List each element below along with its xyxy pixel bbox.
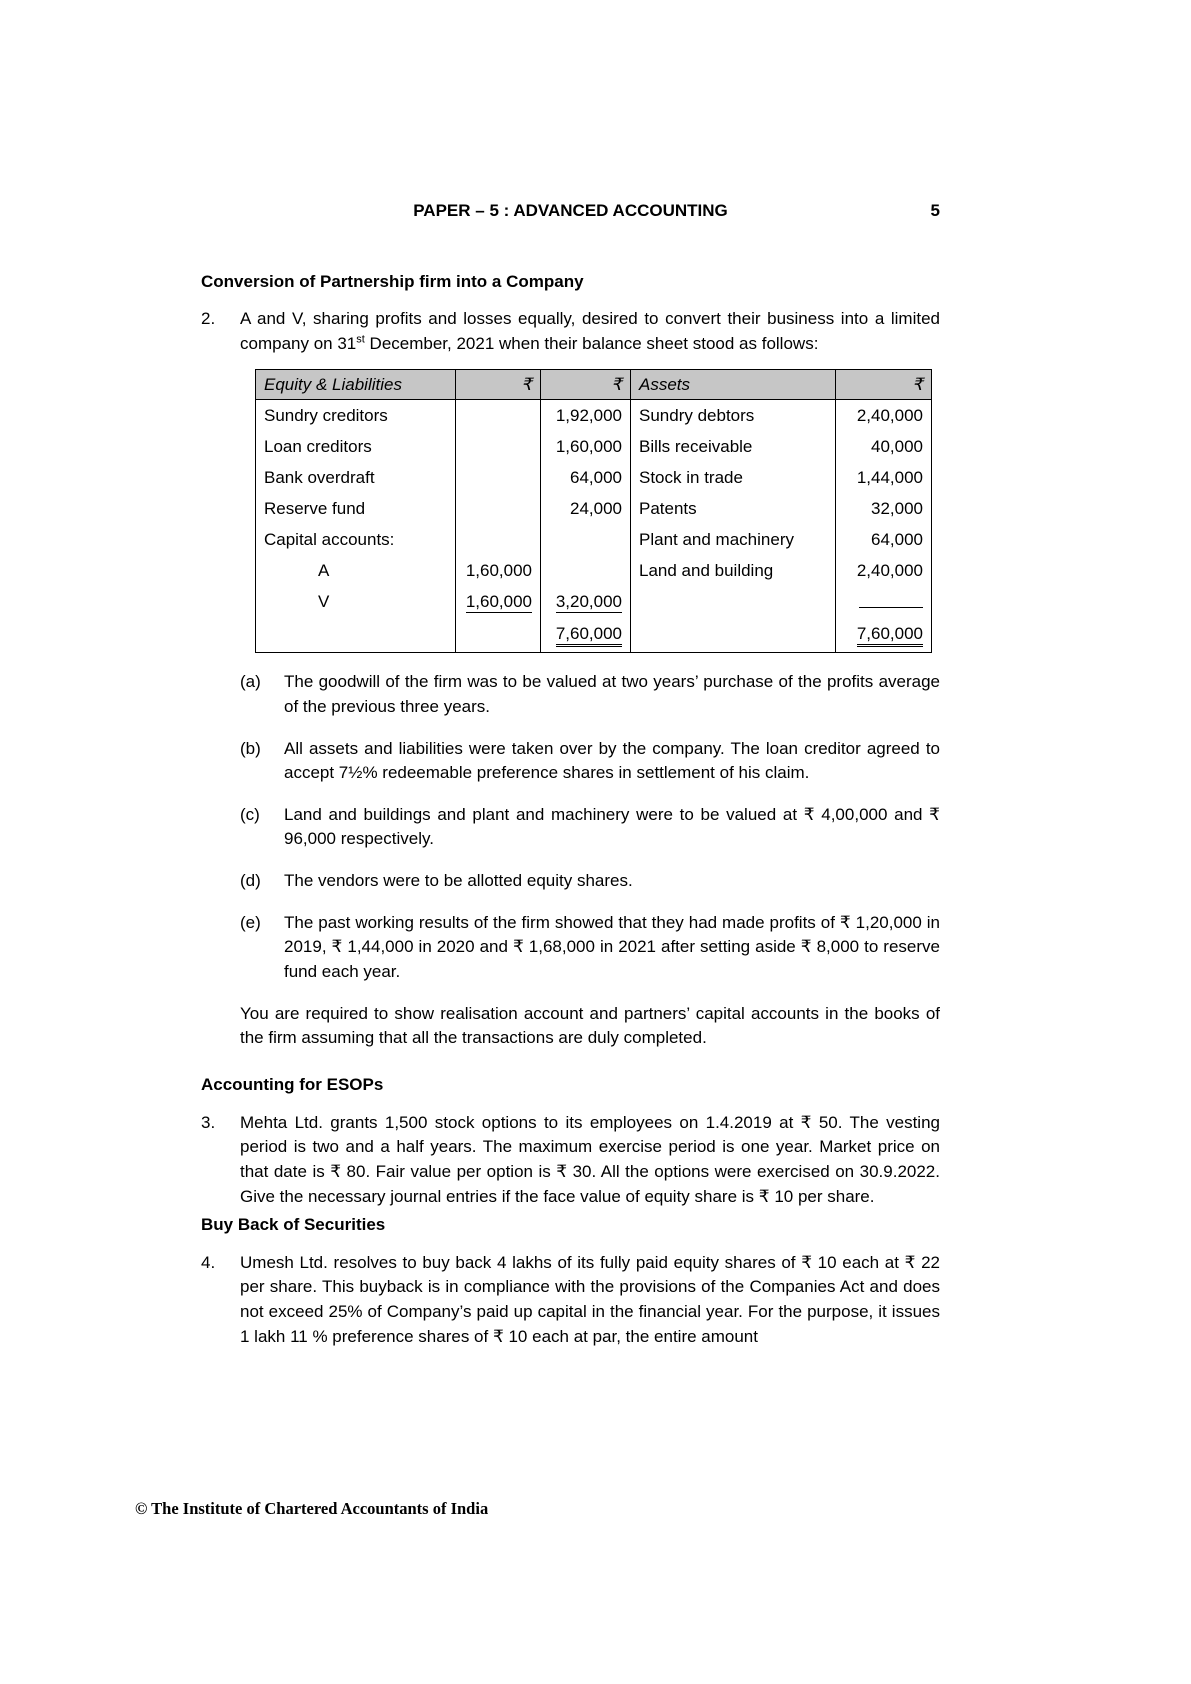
page-title: PAPER – 5 : ADVANCED ACCOUNTING [413,201,728,220]
list-item-e [240,911,940,985]
item-intro-before: A and V, sharing profits and losses equally, desired to convert their business into a limited company on 31 [240,309,940,353]
table-row [256,493,932,524]
list-label: (d) [240,871,261,891]
table-cell: Sundry debtors [631,399,836,431]
table-cell: Sundry creditors [256,399,456,431]
table-cell [456,431,541,462]
balance-sheet-table [255,369,932,654]
page-content [201,199,940,1353]
table-cell [631,586,836,619]
list-item-d [240,869,940,894]
table-cell-partner-a: A [256,555,456,586]
list-text: The goodwill of the firm was to be valued at two years’ purchase of the profits average of the previous three years. [284,672,940,716]
table-cell [541,618,631,653]
header-assets: Assets [631,369,836,399]
table-cell [456,586,541,619]
table-cell [456,493,541,524]
total-amount: 7,60,000 [556,624,622,647]
list-text: The past working results of the firm showed that they had made profits of ₹ 1,20,000 in 2019, ₹ 1,44,000 in 2020 and ₹ 1,68,000 in 2021 after setting aside ₹ 8,000 to reserve fund each year. [284,912,940,982]
table-cell [541,524,631,555]
document-header [201,199,940,224]
table-cell: 24,000 [541,493,631,524]
list-text: Land and buildings and plant and machinery were to be valued at ₹ 4,00,000 and ₹ 96,000 respectively. [284,804,940,849]
subtotal-amount: 3,20,000 [555,591,622,611]
table-cell: 64,000 [836,524,932,555]
item-text: Mehta Ltd. grants 1,500 stock options to its employees on 1.4.2019 at ₹ 50. The vesting period is two and a half years. The maximum exercise period is one year. Market price on that date is ₹ 80. Fair value per option is ₹ 30. All the options were exercised on 30.9.2022. Give the necessary journal entries if the face value of equity share is ₹ 10 per share. [240,1112,940,1206]
header-equity-liabilities: Equity & Liabilities [256,369,456,399]
table-row [256,431,932,462]
table-cell: 40,000 [836,431,932,462]
section-heading-buyback: Buy Back of Securities [201,1215,386,1235]
table-cell: 1,60,000 [456,555,541,586]
item-number: 3. [201,1112,216,1132]
list-text: All assets and liabilities were taken over by the company. The loan creditor agreed to accept 7½% redeemable preference shares in settlement of his claim. [284,738,940,783]
table-cell: 64,000 [541,462,631,493]
table-cell: Stock in trade [631,462,836,493]
table-cell [541,586,631,619]
problem-item-2 [201,307,940,356]
header-rupee-2: ₹ [541,369,631,399]
item-number: 2. [201,309,216,329]
ordinal-superscript: st [356,333,365,346]
problem-item-4 [201,1251,940,1350]
table-cell [631,618,836,653]
header-rupee-1: ₹ [456,369,541,399]
list-item-a [240,670,940,719]
list-label: (a) [240,672,261,692]
table-cell: Bank overdraft [256,462,456,493]
section-heading-esops: Accounting for ESOPs [201,1074,384,1094]
table-cell [541,555,631,586]
table-cell: Reserve fund [256,493,456,524]
table-cell: 2,40,000 [836,555,932,586]
item-text: Umesh Ltd. resolves to buy back 4 lakhs of its fully paid equity shares of ₹ 10 each at ₹ 22 per share. This buyback is in compliance with the provisions of the Companies Act and does not exceed 25% of Company’s paid up capital in the financial year. For the purpose, it issues 1 lakh 11 % preference shares of ₹ 10 each at par, the entire amount [240,1252,940,1346]
table-total-row [256,618,932,653]
table-cell [456,618,541,653]
problem-item-3 [201,1111,940,1210]
table-cell: 2,40,000 [836,399,932,431]
list-item-b [240,737,940,786]
table-cell [456,524,541,555]
table-cell [836,618,932,653]
table-cell: 32,000 [836,493,932,524]
table-cell: Capital accounts: [256,524,456,555]
table-row [256,462,932,493]
table-cell: Plant and machinery [631,524,836,555]
list-label: (e) [240,912,261,932]
table-cell [456,399,541,431]
subtotal-amount: 1,60,000 [465,591,532,611]
item-intro-after: December, 2021 when their balance sheet stood as follows: [364,333,819,353]
page-number: 5 [930,201,940,220]
table-cell [256,618,456,653]
table-row [256,524,932,555]
list-text: The vendors were to be allotted equity shares. [284,871,633,891]
table-row [256,586,932,619]
total-amount: 7,60,000 [857,624,923,647]
table-header-row [256,369,932,399]
item-text [240,307,940,356]
table-cell: Land and building [631,555,836,586]
item-number: 4. [201,1252,216,1272]
list-item-c [240,803,940,852]
table-cell: Loan creditors [256,431,456,462]
section-heading-conversion: Conversion of Partnership firm into a Company [201,271,584,291]
table-cell [456,462,541,493]
table-row [256,555,932,586]
header-rupee-3: ₹ [836,369,932,399]
table-cell: Bills receivable [631,431,836,462]
requirement-paragraph: You are required to show realisation account and partners’ capital accounts in the books of the firm assuming that all the transactions are duly completed. [240,1003,940,1048]
conditions-list [240,670,940,984]
table-row [256,399,932,431]
table-cell: 1,92,000 [541,399,631,431]
total-rule [859,589,923,609]
table-cell: Patents [631,493,836,524]
list-label: (b) [240,738,261,758]
list-label: (c) [240,804,260,824]
table-cell: 1,60,000 [541,431,631,462]
footer-copyright: © The Institute of Chartered Accountants of India [135,1499,489,1518]
table-cell-partner-v: V [256,586,456,619]
table-cell: 1,44,000 [836,462,932,493]
table-cell [836,586,932,619]
